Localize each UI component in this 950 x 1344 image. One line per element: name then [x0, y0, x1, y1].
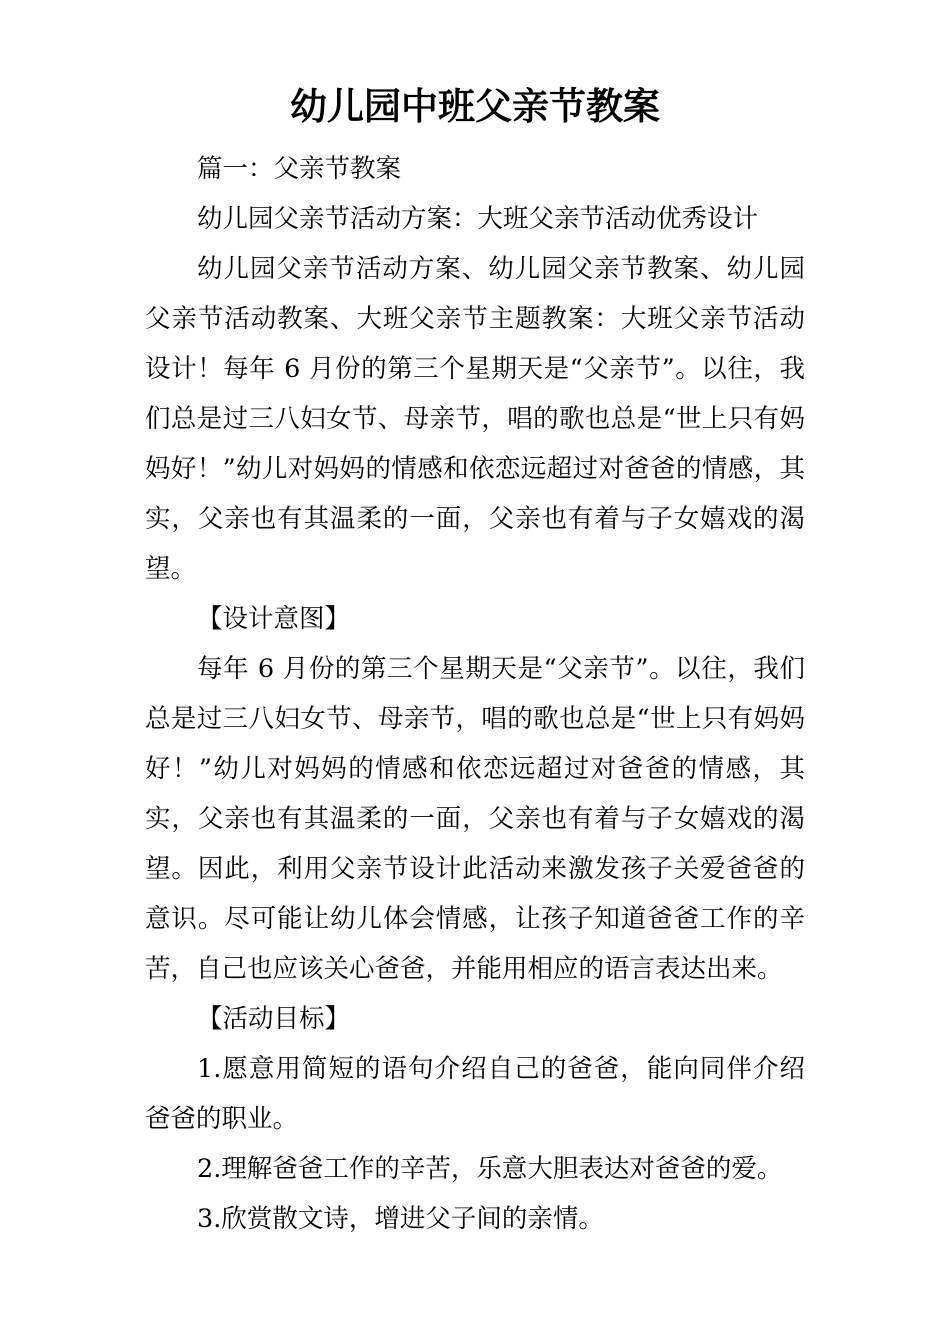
paragraph-intro: 幼儿园父亲节活动方案、幼儿园父亲节教案、幼儿园父亲节活动教案、大班父亲节主题教案：大班父亲节活动设计！每年 6 月份的第三个星期天是“父亲节”。以往，我们总是过三八妇女节、母亲节，唱的歌也总是“世上只有妈妈好！”幼儿对妈妈的情感和依恋远超过对爸爸的情感，其实，父亲也有其温柔的一面，父亲也有着与子女嬉戏的渴望。 [145, 254, 805, 584]
heading-design-intent: 【设计意图】 [197, 604, 351, 634]
paragraph-section-heading: 篇一：父亲节教案 [197, 154, 402, 184]
document-body [145, 144, 805, 1244]
goal-item-1: 1.愿意用简短的语句介绍自己的爸爸，能向同伴介绍爸爸的职业。 [145, 1054, 805, 1134]
document-title: 幼儿园中班父亲节教案 [290, 84, 660, 128]
paragraph-design-intent: 每年 6 月份的第三个星期天是“父亲节”。以往，我们总是过三八妇女节、母亲节，唱的歌也总是“世上只有妈妈好！”幼儿对妈妈的情感和依恋远超过对爸爸的情感，其实，父亲也有其温柔的一面，父亲也有着与子女嬉戏的渴望。因此，利用父亲节设计此活动来激发孩子关爱爸爸的意识。尽可能让幼儿体会情感，让孩子知道爸爸工作的辛苦，自己也应该关心爸爸，并能用相应的语言表达出来。 [145, 654, 805, 984]
paragraph-subtitle: 幼儿园父亲节活动方案：大班父亲节活动优秀设计 [197, 204, 759, 234]
goal-item-3: 3.欣赏散文诗，增进父子间的亲情。 [197, 1204, 604, 1234]
heading-activity-goals: 【活动目标】 [197, 1004, 351, 1034]
goal-item-2: 2.理解爸爸工作的辛苦，乐意大胆表达对爸爸的爱。 [197, 1154, 783, 1184]
